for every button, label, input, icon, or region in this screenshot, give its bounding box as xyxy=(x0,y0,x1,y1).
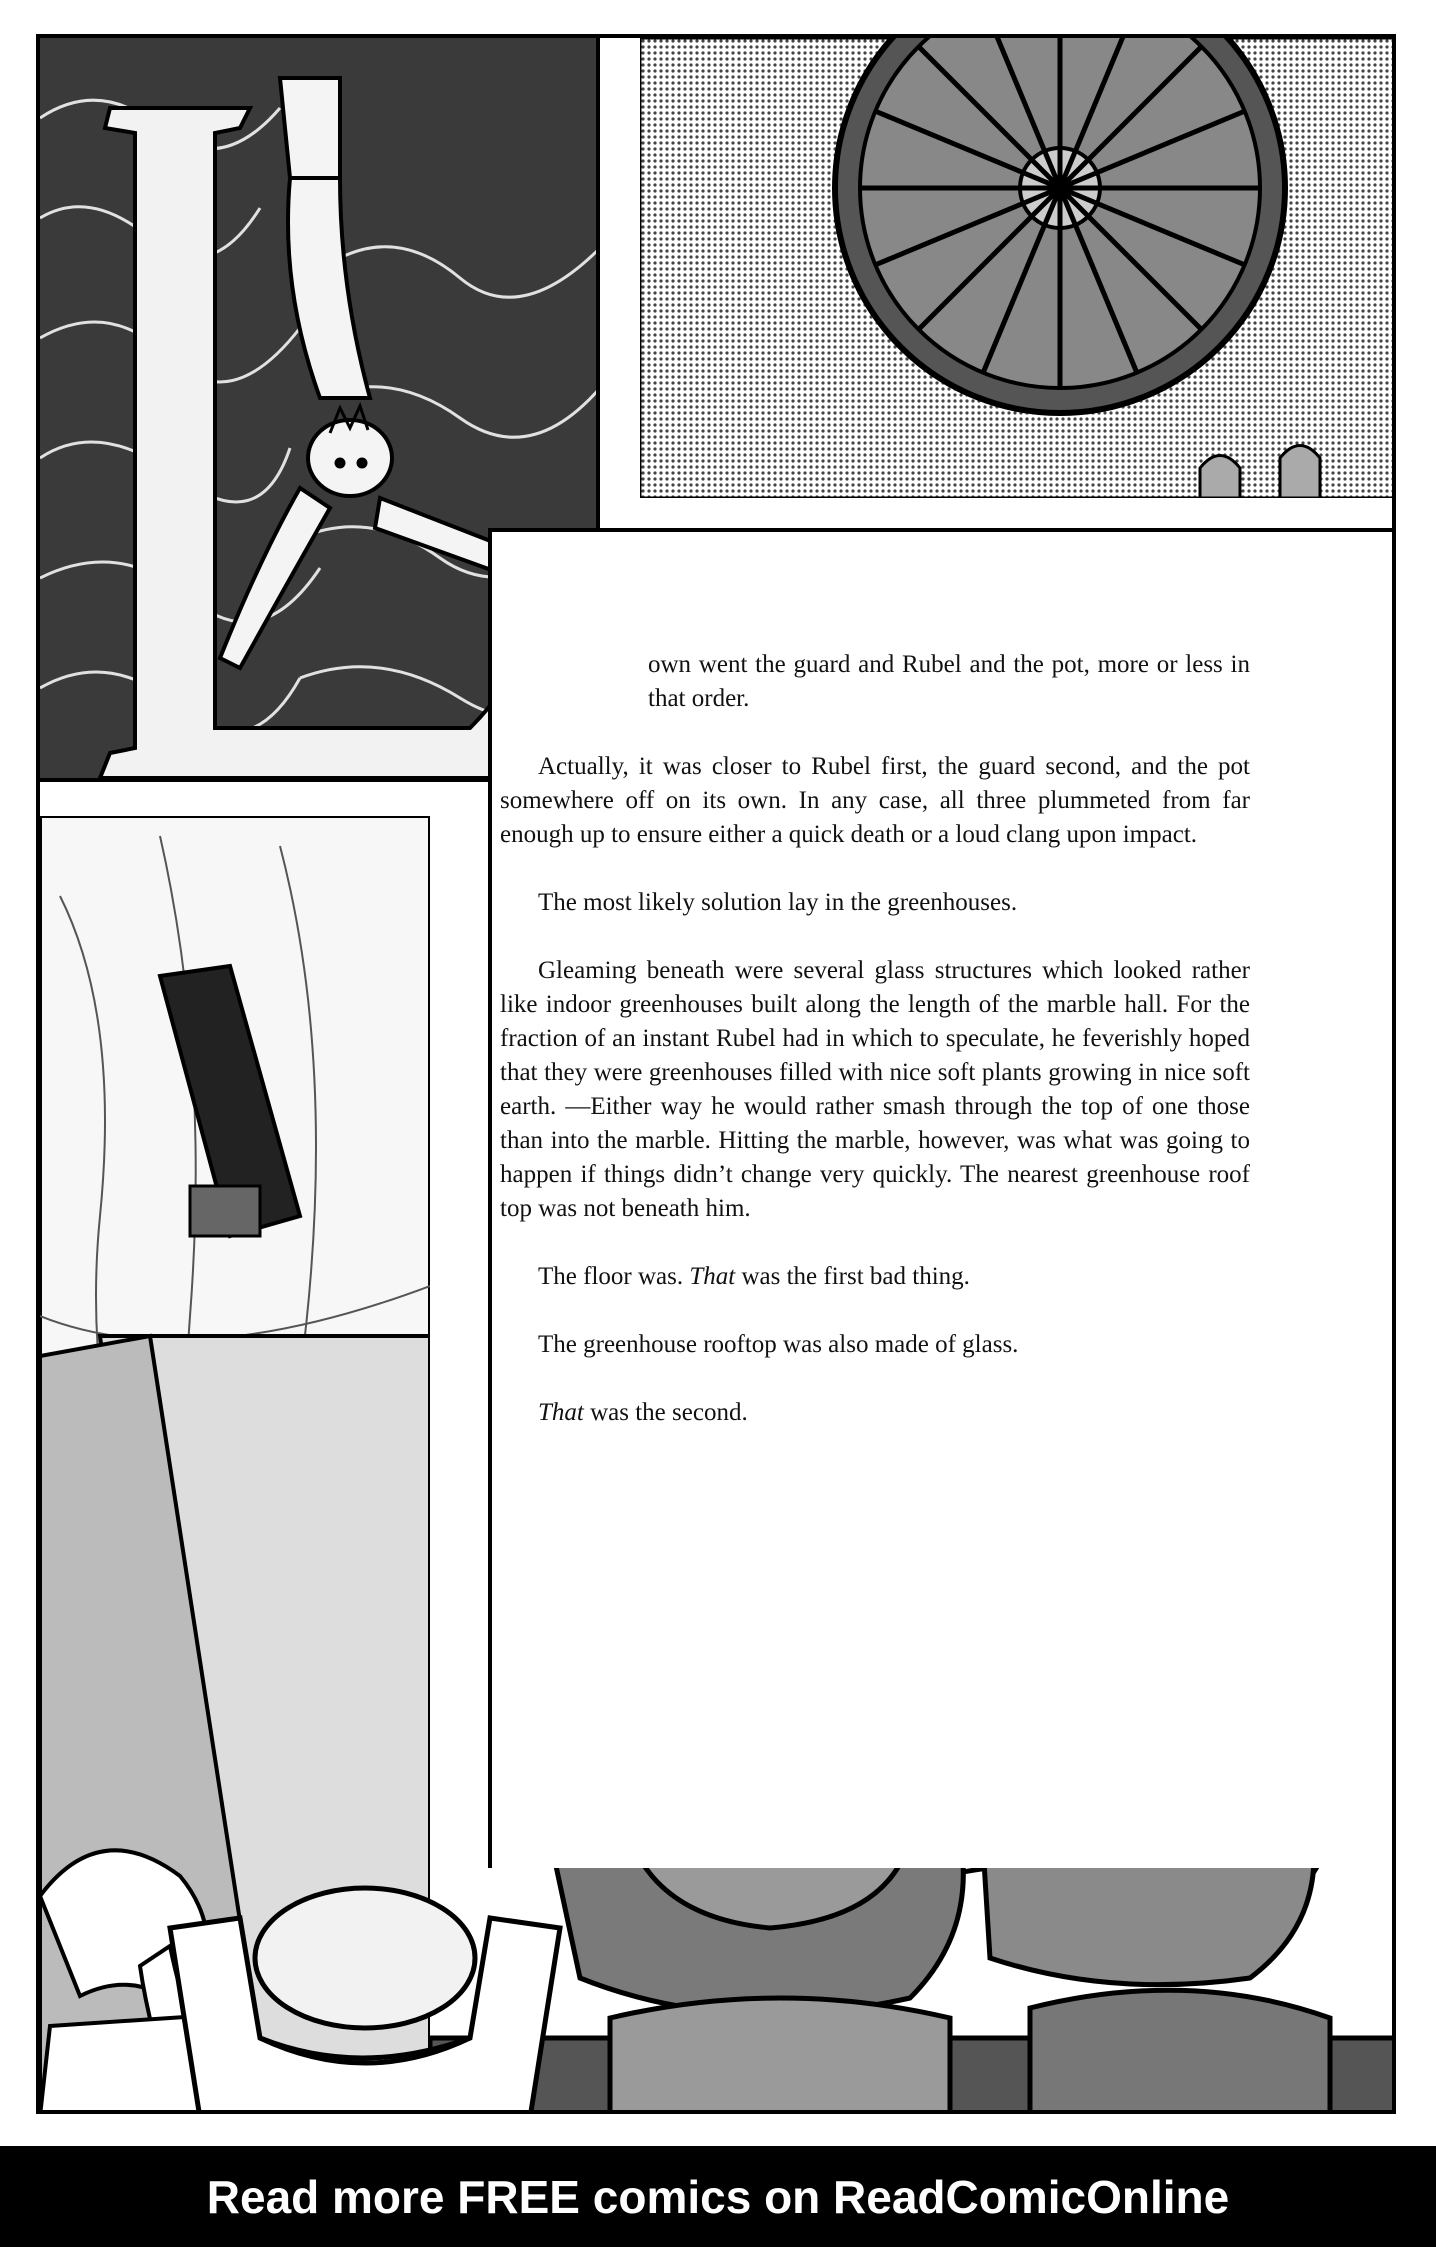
story-sentence: was the first bad thing. xyxy=(741,1263,970,1290)
emphasis-word: That xyxy=(689,1263,736,1290)
story-paragraph xyxy=(500,1260,1250,1294)
story-sentence: was the second. xyxy=(590,1399,748,1426)
story-paragraph xyxy=(500,1396,1250,1430)
story-text xyxy=(500,648,1250,1464)
story-paragraph: The greenhouse rooftop was also made of glass. xyxy=(538,1331,1019,1358)
story-paragraph: own went the guard and Rubel and the pot, more or less in that order. xyxy=(648,651,1250,712)
story-paragraph: The most likely solution lay in the greenhouses. xyxy=(538,889,1018,916)
emphasis-word: That xyxy=(538,1399,584,1426)
rose-window-illustration xyxy=(640,38,1396,498)
story-paragraph: Actually, it was closer to Rubel first, the guard second, and the pot somewhere off on its own. In any case, all three plummeted from far enough up to ensure either a quick death or a loud clang upon impact. xyxy=(500,753,1250,848)
story-paragraph: Gleaming beneath were several glass structures which looked rather like indoor greenhouses built along the length of the marble hall. For the fraction of an instant Rubel had in which to speculate, he feverishly hoped that they were greenhouses filled with nice soft plants growing in nice soft earth. —Either way he would rather smash through the top of one those than into the marble. Hitting the marble, however, was what was going to happen if things didn’t change very quickly. The nearest greenhouse roof top was not beneath him. xyxy=(500,957,1250,1222)
guard-helmet-illustration xyxy=(140,1838,570,2114)
promo-banner-text[interactable]: Read more FREE comics on ReadComicOnline xyxy=(206,2170,1230,2223)
promo-banner[interactable] xyxy=(0,2146,1436,2247)
story-sentence: The floor was. xyxy=(538,1263,684,1290)
